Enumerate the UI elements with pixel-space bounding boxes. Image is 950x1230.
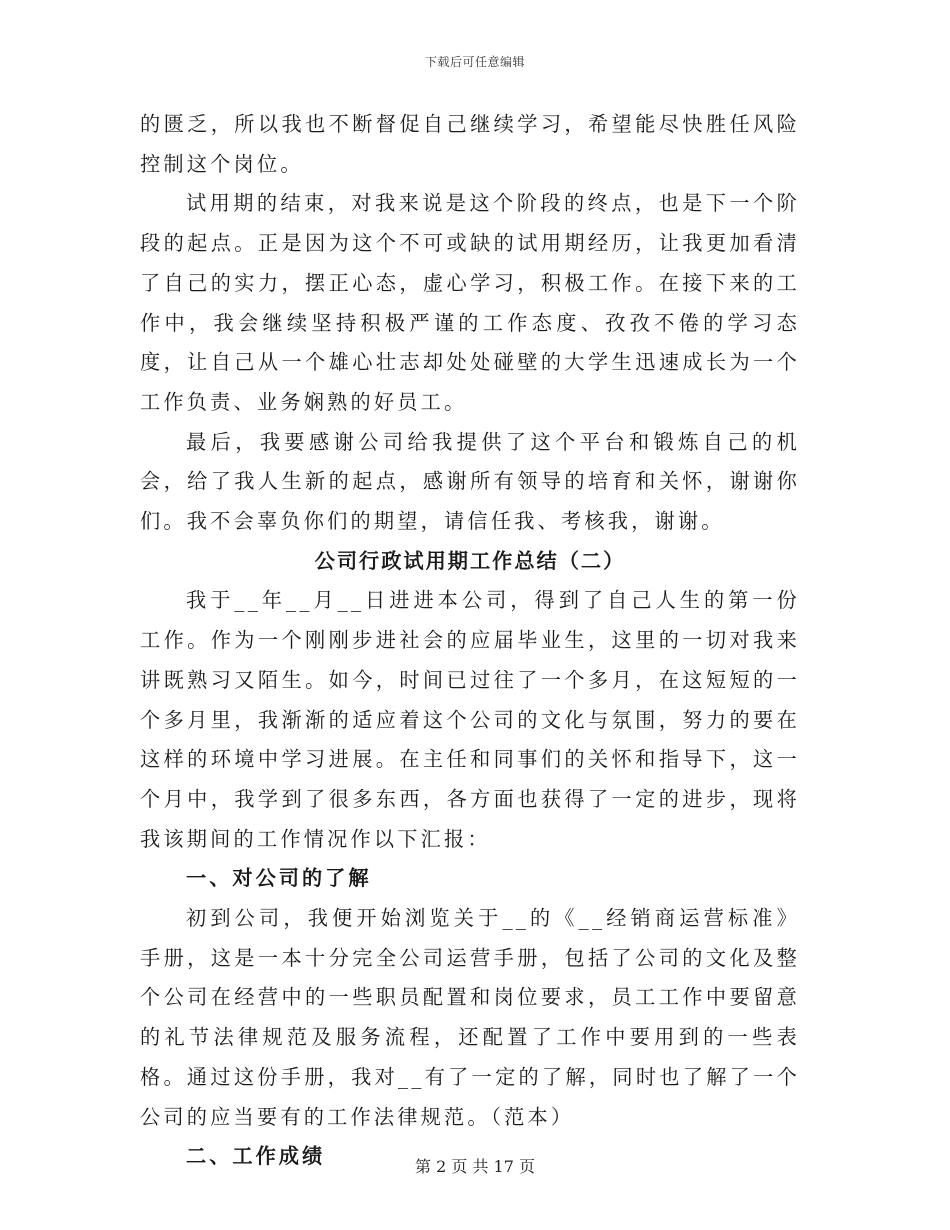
document-body: [140, 105, 800, 1177]
heading-work-results: 二、工作成绩: [186, 1144, 326, 1169]
paragraph-handbook: 初到公司，我便开始浏览关于__的《__经销商运营标准》手册，这是一本十分完全公司运营手册，包括了公司的文化及整个公司在经营中的一些职员配置和岗位要求，员工工作中要留意的礼节法律规范及服务流程，还配置了工作中要用到的一些表格。通过这份手册，我对__有了一定的了解，同时也了解了一个公司的应当要有的工作法律规范。（范本）: [140, 906, 800, 1129]
page-header-note: 下载后可任意编辑: [424, 55, 525, 69]
heading-company-understanding: 一、对公司的了解: [186, 866, 372, 891]
page-number-footer: 第 2 页 共 17 页: [415, 1157, 535, 1176]
paragraph-thanks: 最后，我要感谢公司给我提供了这个平台和锻炼自己的机会，给了我人生新的起点，感谢所有领导的培育和关怀，谢谢你们。我不会辜负你们的期望，请信任我、考核我，谢谢。: [140, 429, 800, 534]
paragraph-continuation: 的匮乏，所以我也不断督促自己继续学习，希望能尽快胜任风险控制这个岗位。: [140, 112, 800, 176]
paragraph-probation-end: 试用期的结束，对我来说是这个阶段的终点，也是下一个阶段的起点。正是因为这个不可或缺的试用期经历，让我更加看清了自己的实力，摆正心态，虚心学习，积极工作。在接下来的工作中，我会继续坚持积极严谨的工作态度、孜孜不倦的学习态度，让自己从一个雄心壮志却处处碰壁的大学生迅速成长为一个工作负责、业务娴熟的好员工。: [140, 191, 800, 414]
paragraph-intro: 我于__年__月__日进进本公司，得到了自己人生的第一份工作。作为一个刚刚步进社会的应届毕业生，这里的一切对我来讲既熟习又陌生。如今，时间已过往了一个多月，在这短短的一个多月里，我渐渐的适应着这个公司的文化与氛围，努力的要在这样的环境中学习进展。在主任和同事们的关怀和指导下，这一个月中，我学到了很多东西，各方面也获得了一定的进步，现将我该期间的工作情况作以下汇报：: [140, 588, 800, 851]
section-title: 公司行政试用期工作总结（二）: [314, 548, 626, 573]
